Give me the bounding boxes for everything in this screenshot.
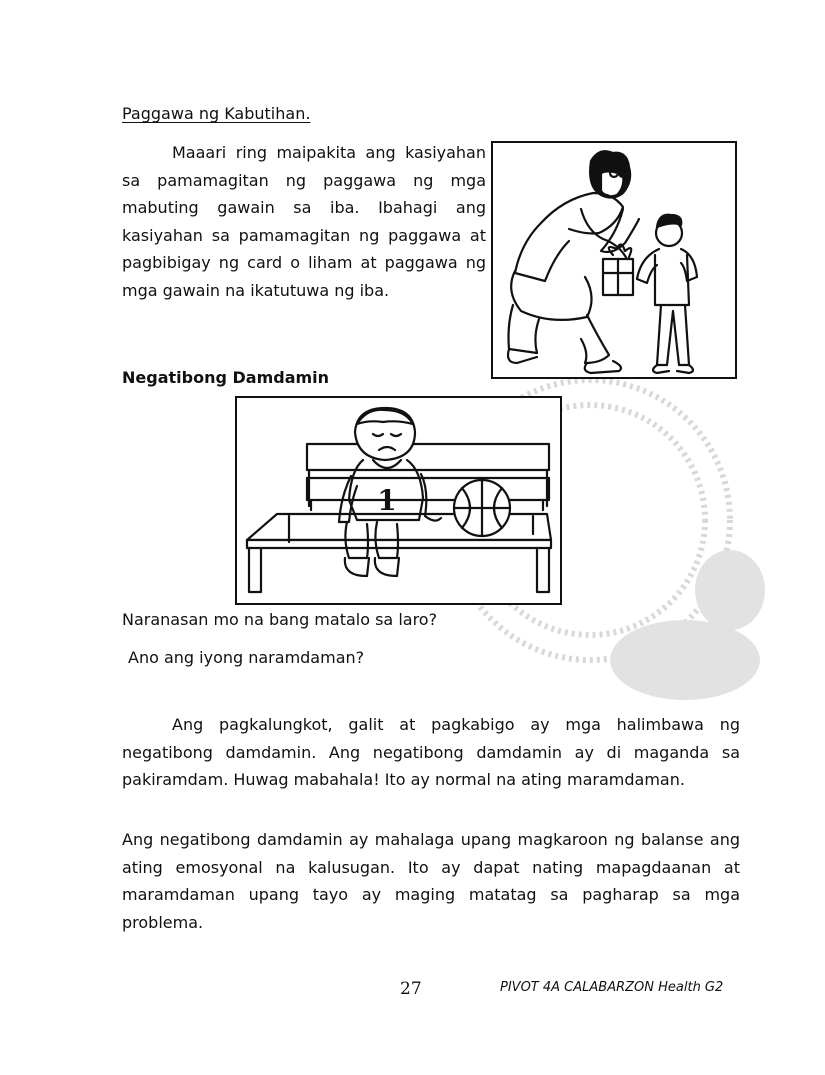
section-title-paggawa-ng-kabutihan: Paggawa ng Kabutihan.	[122, 104, 311, 123]
question-naramdaman: Ano ang iyong naramdaman?	[128, 648, 365, 667]
sad-boy-on-bench-illustration	[235, 396, 562, 605]
section-title-negatibong-damdamin: Negatibong Damdamin	[122, 368, 330, 387]
gift-giving-illustration	[491, 141, 737, 379]
footer-source: PIVOT 4A CALABARZON Health G2	[500, 980, 724, 995]
page-number: 27	[400, 979, 422, 999]
jersey-number: 1	[377, 484, 397, 517]
intro-paragraph: Maaari ring maipakita ang kasiyahan sa pamamagitan ng paggawa ng mga mabuting gawain sa iba. Ibahagi ang kasiyahan sa pamamagitan ng paggawa at pagbibigay ng card o liham at paggawa ng mga gawain na ikatutuwa ng iba.	[122, 143, 486, 300]
negative-emotion-paragraph-1: Ang pagkalungkot, galit at pagkabigo ay mga halimbawa ng negatibong damdamin. Ang negatibong damdamin ay di maganda sa pakiramdam. Huwag mabahala! Ito ay normal na ating maramdaman.	[122, 715, 740, 789]
negative-emotion-paragraph-2: Ang negatibong damdamin ay mahalaga upang magkaroon ng balanse ang ating emosyonal na kalusugan. Ito ay dapat nating mapagdaanan at maramdaman upang tayo ay maging matatag sa pagharap sa mga problema.	[122, 830, 740, 932]
question-natalo-sa-laro: Naranasan mo na bang matalo sa laro?	[122, 610, 438, 629]
